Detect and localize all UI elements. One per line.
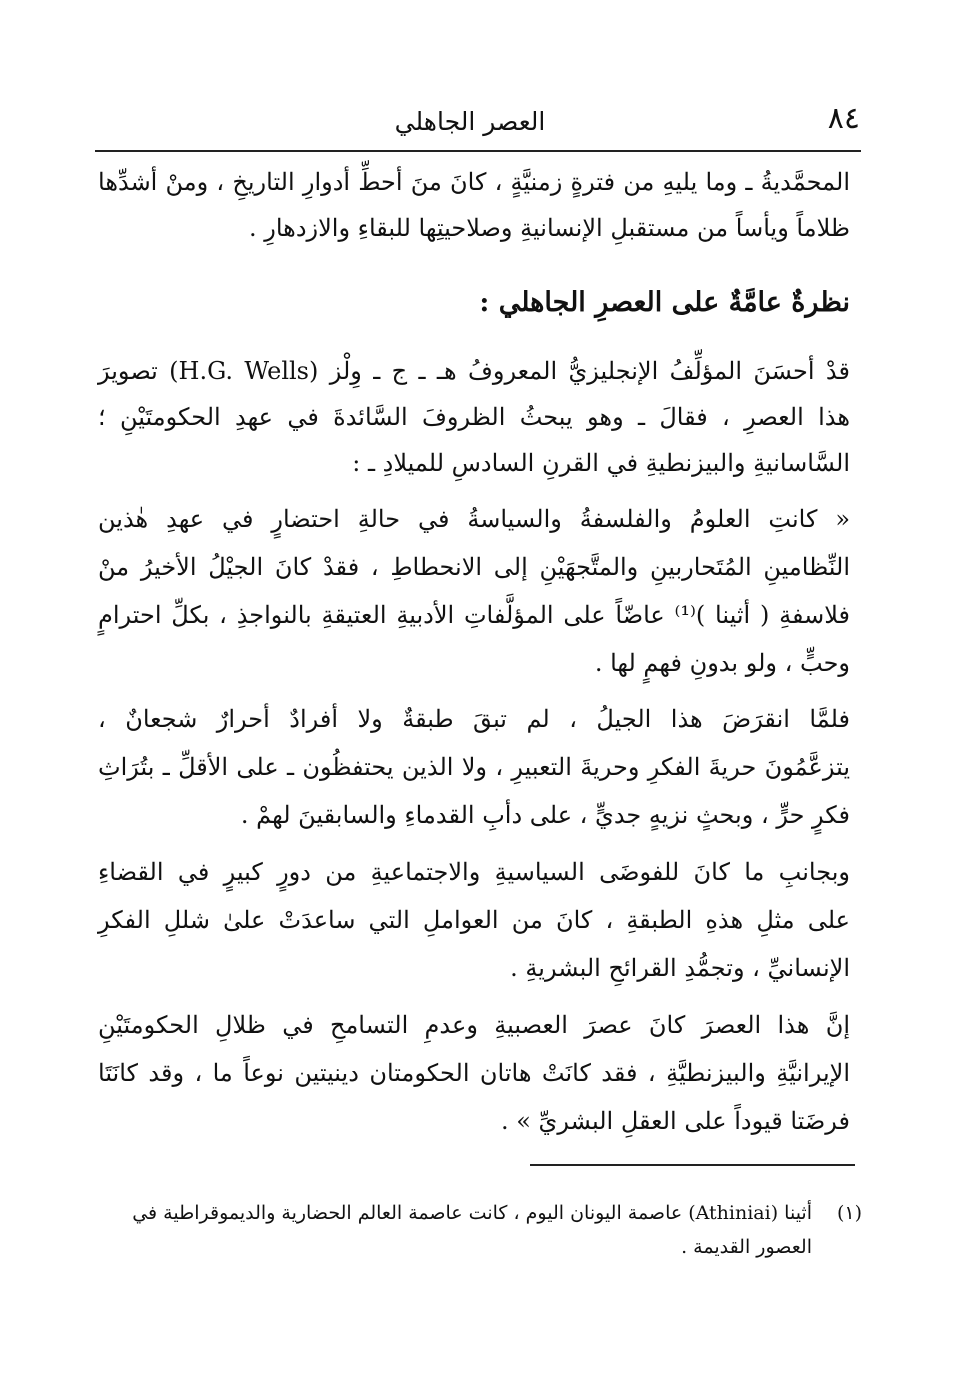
footnote-number: (١) (836, 1202, 862, 1224)
text-line: الإيرانيَّةِ والبيزنطيَّةِ ، فقد كانَتْ هاتان الحكومتان دينيتين نوعاً ما ، وقد كانَتَا (98, 1059, 850, 1087)
text-line: هذا العصرِ ، فقالَ ـ وهو يبحثُ الظروفَ السَّائدةَ في عهدِ الحكومتَيْنِ ؛ (98, 403, 850, 431)
text-line: وبجانبِ ما كانَ للفوضَى السياسيةِ والاجتماعيةِ من دورٍ كبيرٍ في القضاءِ (98, 858, 850, 886)
text-line: النِّظامينِ المُتَحاربينِ والمتَّجهَيْنِ إلى الانحطاطِ ، فقدْ كانَ الجيْلُ الأخيرُ منْ (98, 553, 850, 581)
footnote-divider (530, 1164, 855, 1166)
page-number: ٨٤ (827, 101, 860, 136)
running-title: العصر الجاهلي (394, 107, 546, 136)
text-line: يتزعَّمُونَ حريةَ الفكرِ وحريةَ التعبيرِ ، ولا الذين يحتفظُون ـ على الأقلِّ ـ بتُرَاثِ (98, 753, 850, 781)
text-line: الإنسانيِّ ، وتجمُّدِ القرائحِ البشريةِ . (510, 954, 850, 982)
footnote (100, 1196, 862, 1230)
text-line: فرضَتا قيوداً على العقلِ البشريِّ » . (500, 1107, 850, 1135)
text-line: المحمَّديةُ ـ وما يليهِ من فترةٍ زمنيَّةٍ ، كانَ منَ أحطِّ أدوارِ التاريخِ ، ومنْ أشدِّها (98, 168, 850, 196)
text-line: السَّاسانيةِ والبيزنطيةِ في القرنِ السادسِ للميلادِ ـ : (352, 449, 850, 477)
text-line: « كانتِ العلومُ والفلسفةُ والسياسةُ في حالةِ احتضارٍ في عهدِ هٰذين (98, 505, 850, 533)
text-line: فلاسفةِ ( أثينا )⁽¹⁾ عاضّاً على المؤلَّفاتِ الأدبيةِ العتيقةِ بالنواجذِ ، بكلِّ احترامٍ (98, 601, 850, 629)
footnote-text: أثينا (Athiniai) عاصمة اليونان اليوم ، كانت عاصمة العالم الحضارية والديموقراطية في (132, 1202, 812, 1224)
text-line: قدْ أحسَنَ المؤلِّفُ الإنجليزيُّ المعروفُ هـ ـ ج ـ وِلْز (H.G. Wells) تصويرَ (98, 357, 851, 385)
text-line: على مثلِ هذهِ الطبقةِ ، كانَ من العواملِ التي ساعدَتْ علىٰ شللِ الفكرِ (98, 906, 850, 934)
header-divider (95, 150, 861, 152)
text-line: فكرٍ حرٍّ ، وبحثٍ نزيهٍ جديٍّ ، على دأبِ القدماءِ والسابقينَ لهمْ . (240, 801, 850, 829)
text-line: وحبٍّ ، ولو بدونِ فهمٍ لها . (594, 649, 850, 677)
text-line: إنَّ هذا العصرَ كانَ عصرَ العصبيةِ وعدمِ التسامحِ في ظلالِ الحكومتَيْنِ (98, 1011, 850, 1039)
footnote-continuation: العصور القديمة . (681, 1236, 812, 1258)
text-line: فلمَّا انقرَضَ هذا الجيلُ ، لم تبقَ طبقةٌ ولا أفرادٌ أحرارٌ شجعانٌ ، (98, 705, 850, 733)
text-line: ظلاماً ويأساً من مستقبلِ الإنسانيةِ وصلاحيتِها للبقاءِ والازدهارِ . (249, 214, 850, 242)
section-heading: نظرةٌ عامَّةٌ على العصرِ الجاهلي : (479, 287, 850, 318)
